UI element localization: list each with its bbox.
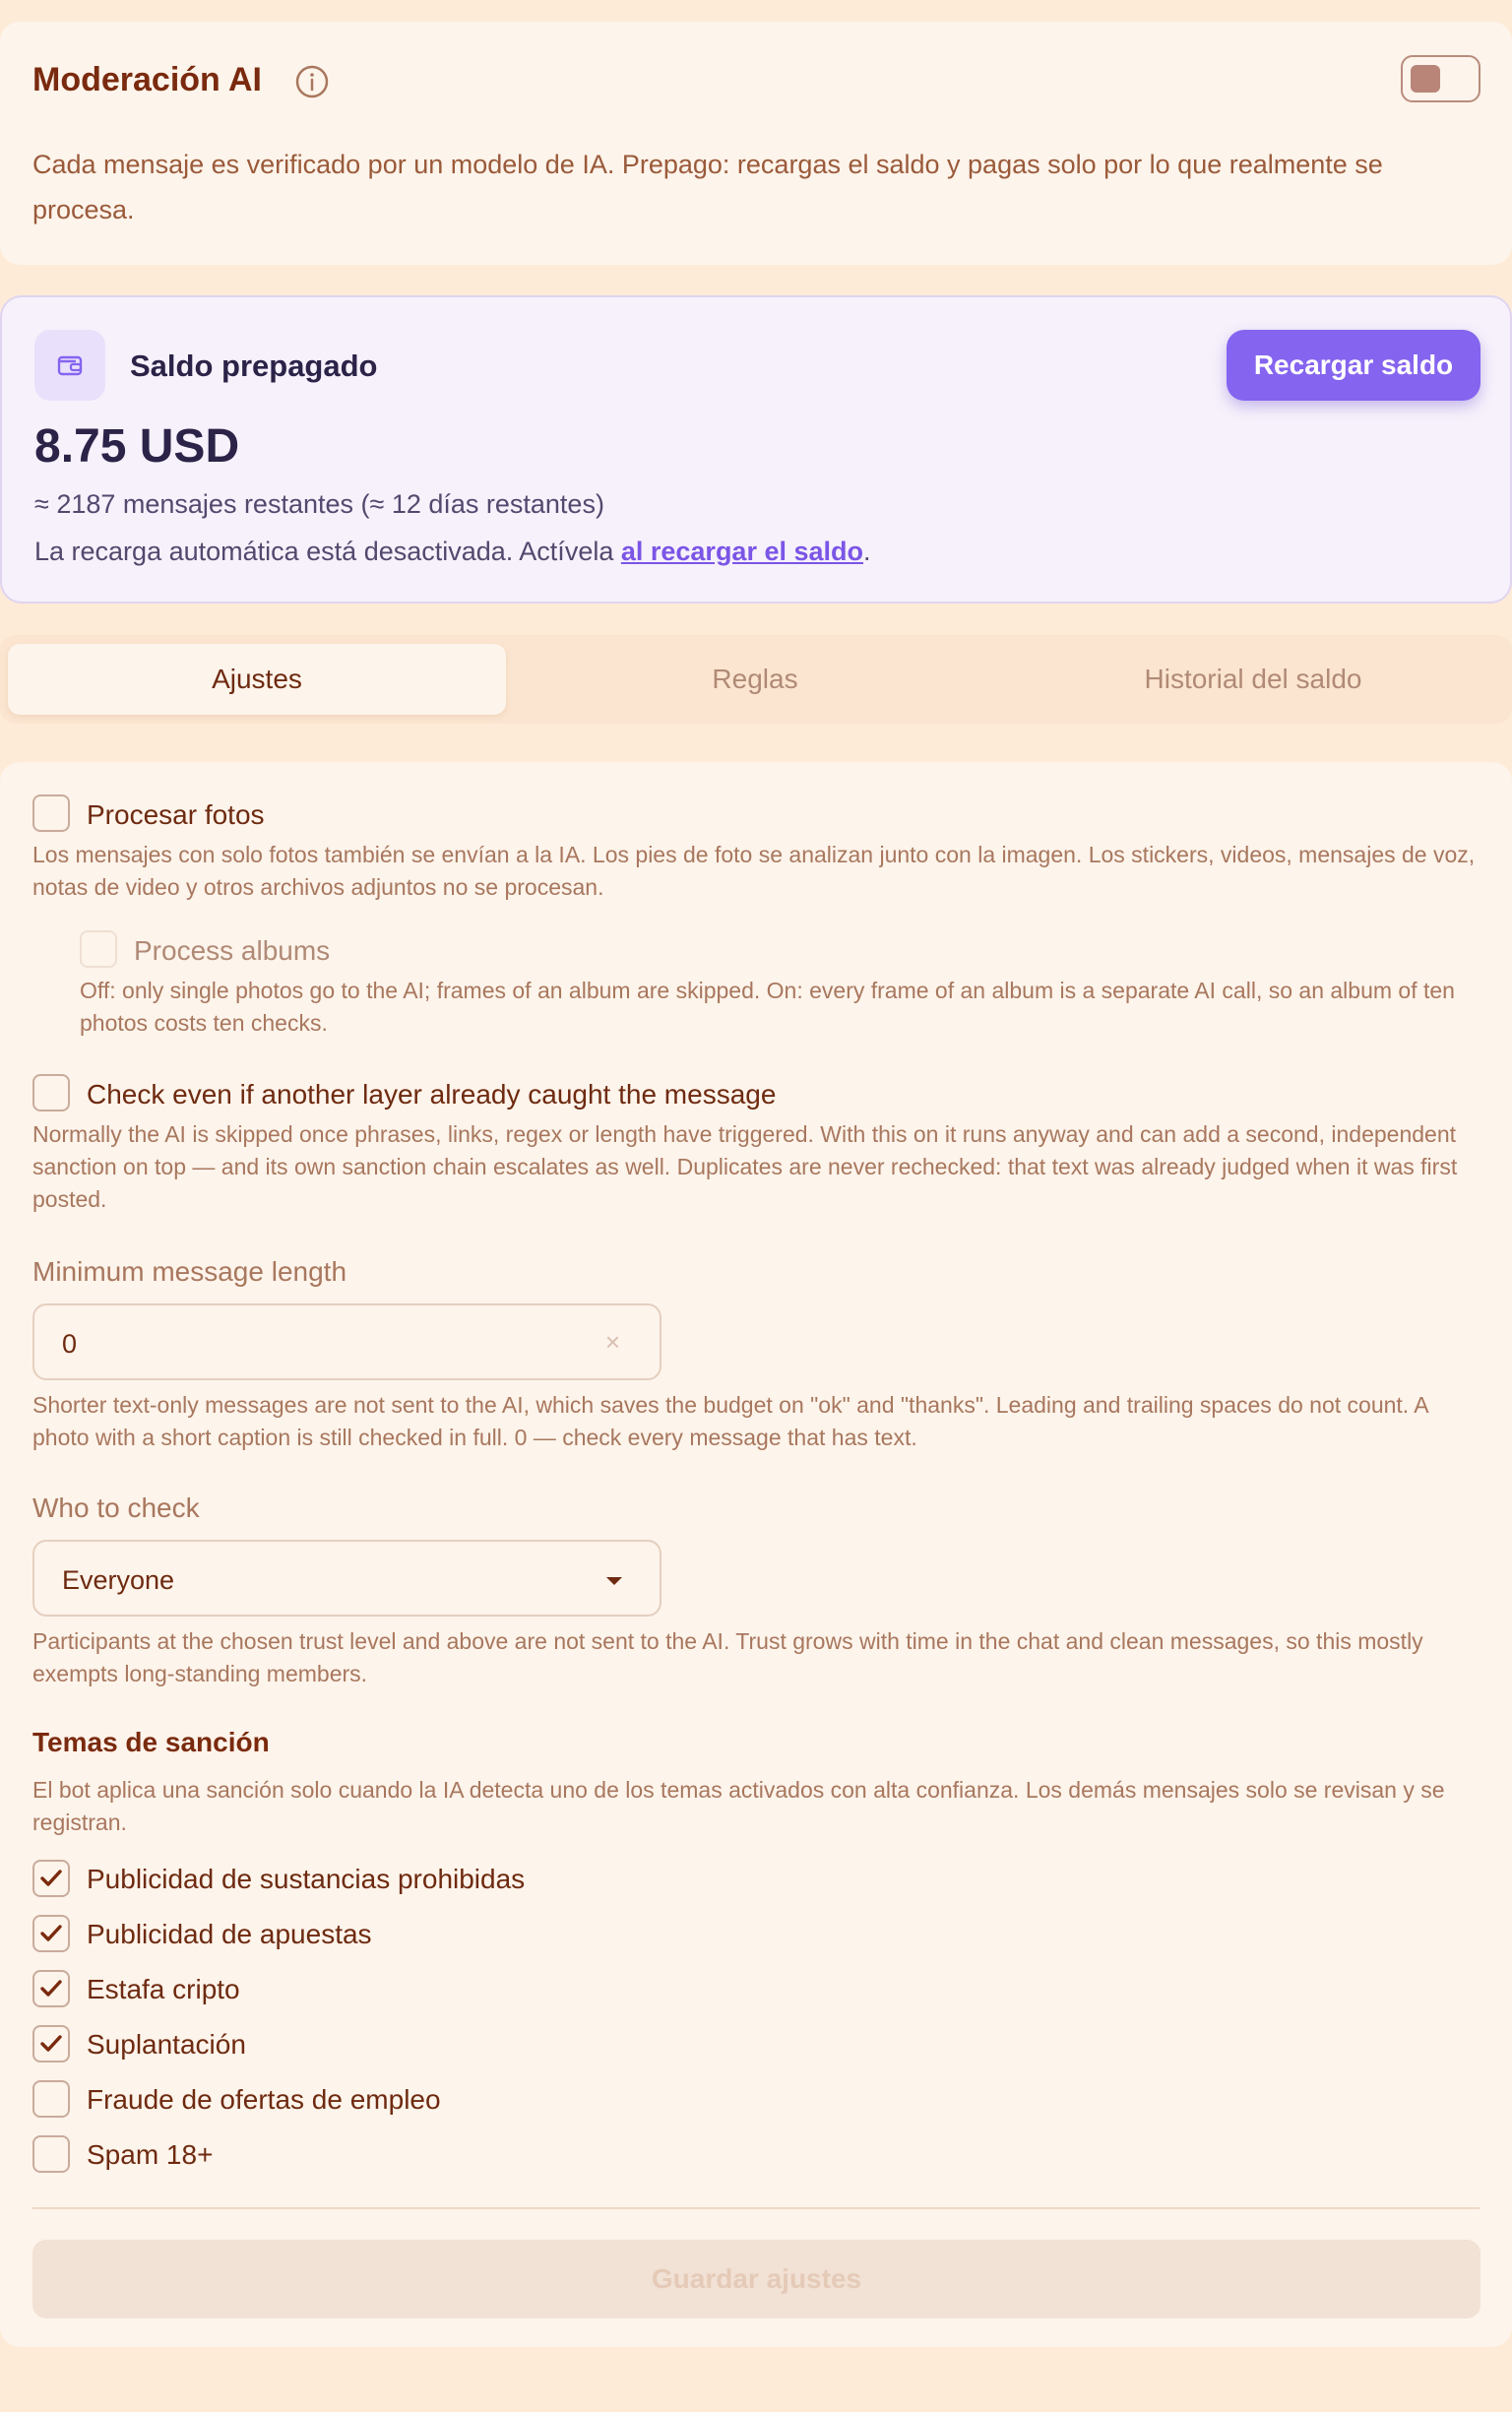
topic-label-drugs[interactable]: Publicidad de sustancias prohibidas (87, 1864, 526, 1894)
save-settings-button[interactable]: Guardar ajustes (32, 2240, 1480, 2318)
check-icon (39, 1978, 63, 1999)
balance-amount: 8.75 USD (34, 420, 240, 473)
topic-checkbox-crypto[interactable] (32, 1970, 70, 2007)
topic-label-impersonation[interactable]: Suplantación (87, 2029, 246, 2060)
info-icon[interactable] (295, 65, 329, 98)
min-length-label: Minimum message length (32, 1256, 347, 1287)
check-icon (39, 1868, 63, 1889)
topic-checkbox-impersonation[interactable] (32, 2025, 70, 2063)
wallet-icon-box (34, 330, 105, 401)
tab-historial[interactable]: Historial del saldo (1144, 664, 1362, 694)
topic-label-crypto[interactable]: Estafa cripto (87, 1974, 240, 2004)
topics-title: Temas de sanción (32, 1727, 270, 1757)
who-to-check-desc: Participants at the chosen trust level and above are not sent to the AI. Trust grows with time in the chat and clean messages, so this mostly exempts long-standing members. (32, 1628, 1423, 1686)
page-title: Moderación AI (32, 61, 262, 98)
auto-recharge-end: . (863, 537, 871, 566)
settings-panel (0, 762, 1512, 2347)
check-even-label[interactable]: Check even if another layer already caught the message (87, 1079, 777, 1110)
who-to-check-select[interactable] (32, 1540, 662, 1617)
process-photos-desc: Los mensajes con solo fotos también se envían a la IA. Los pies de foto se analizan junto con la imagen. Los stickers, videos, mensajes de voz, notas de video y otros archivos adjuntos no se procesan. (32, 842, 1476, 900)
check-icon (39, 1923, 63, 1944)
who-to-check-label: Who to check (32, 1492, 200, 1523)
toggle-knob (1411, 65, 1440, 93)
topic-label-adult-spam[interactable]: Spam 18+ (87, 2139, 214, 2170)
tab-reglas[interactable]: Reglas (712, 664, 798, 694)
topic-checkbox-drugs[interactable] (32, 1860, 70, 1897)
process-albums-label[interactable]: Process albums (134, 935, 331, 966)
topic-label-gambling[interactable]: Publicidad de apuestas (87, 1919, 372, 1949)
check-icon (39, 2033, 63, 2055)
tab-ajustes[interactable]: Ajustes (8, 644, 506, 715)
process-photos-checkbox[interactable] (32, 794, 70, 832)
wallet-icon (56, 351, 84, 379)
min-length-value[interactable]: 0 (62, 1329, 78, 1359)
topic-checkbox-gambling[interactable] (32, 1915, 70, 1952)
process-albums-desc: Off: only single photos go to the AI; frames of an album are skipped. On: every frame of an album is a separate AI call, so an album of ten photos costs ten checks. (80, 978, 1455, 1036)
clear-icon[interactable]: × (604, 1327, 620, 1357)
who-to-check-value: Everyone (62, 1565, 175, 1595)
recharge-balance-button[interactable]: Recargar saldo (1227, 330, 1480, 401)
balance-estimate: ≈ 2187 mensajes restantes (≈ 12 días restantes) (34, 489, 604, 519)
process-photos-label[interactable]: Procesar fotos (87, 799, 265, 830)
chevron-down-icon (606, 1577, 622, 1585)
min-length-desc: Shorter text-only messages are not sent to the AI, which saves the budget on "ok" and "thanks". Leading and trailing spaces do not count. A photo with a short caption is still checked in full. 0 — check every message that has text. (32, 1392, 1428, 1450)
auto-recharge-text: La recarga automática está desactivada. Actívela (34, 537, 621, 566)
divider (32, 2207, 1480, 2209)
ai-moderation-toggle[interactable] (1401, 55, 1480, 102)
topic-checkbox-job-fraud[interactable] (32, 2080, 70, 2118)
header-description: Cada mensaje es verificado por un modelo de IA. Prepago: recargas el saldo y pagas solo por lo que realmente se procesa. (32, 150, 1383, 224)
process-albums-checkbox[interactable] (80, 930, 117, 968)
prepaid-balance-card (0, 295, 1512, 603)
topic-checkbox-adult-spam[interactable] (32, 2135, 70, 2173)
settings-tabs (0, 635, 1512, 724)
check-even-desc: Normally the AI is skipped once phrases, links, regex or length have triggered. With this on it runs anyway and can add a second, independent sanction on top — and its own sanction chain escalates as well. Duplicates are never rechecked: that text was already judged when it was first posted. (32, 1121, 1458, 1212)
auto-recharge-status (34, 537, 871, 567)
topic-label-job-fraud[interactable]: Fraude de ofertas de empleo (87, 2084, 441, 2115)
auto-recharge-link[interactable]: al recargar el saldo (620, 537, 863, 566)
min-length-input[interactable] (32, 1303, 662, 1380)
balance-title: Saldo prepagado (130, 349, 378, 383)
topics-desc: El bot aplica una sanción solo cuando la IA detecta uno de los temas activados con alta confianza. Los demás mensajes solo se revisan y se registran. (32, 1777, 1445, 1835)
ai-moderation-header (0, 22, 1512, 265)
check-even-checkbox[interactable] (32, 1074, 70, 1111)
